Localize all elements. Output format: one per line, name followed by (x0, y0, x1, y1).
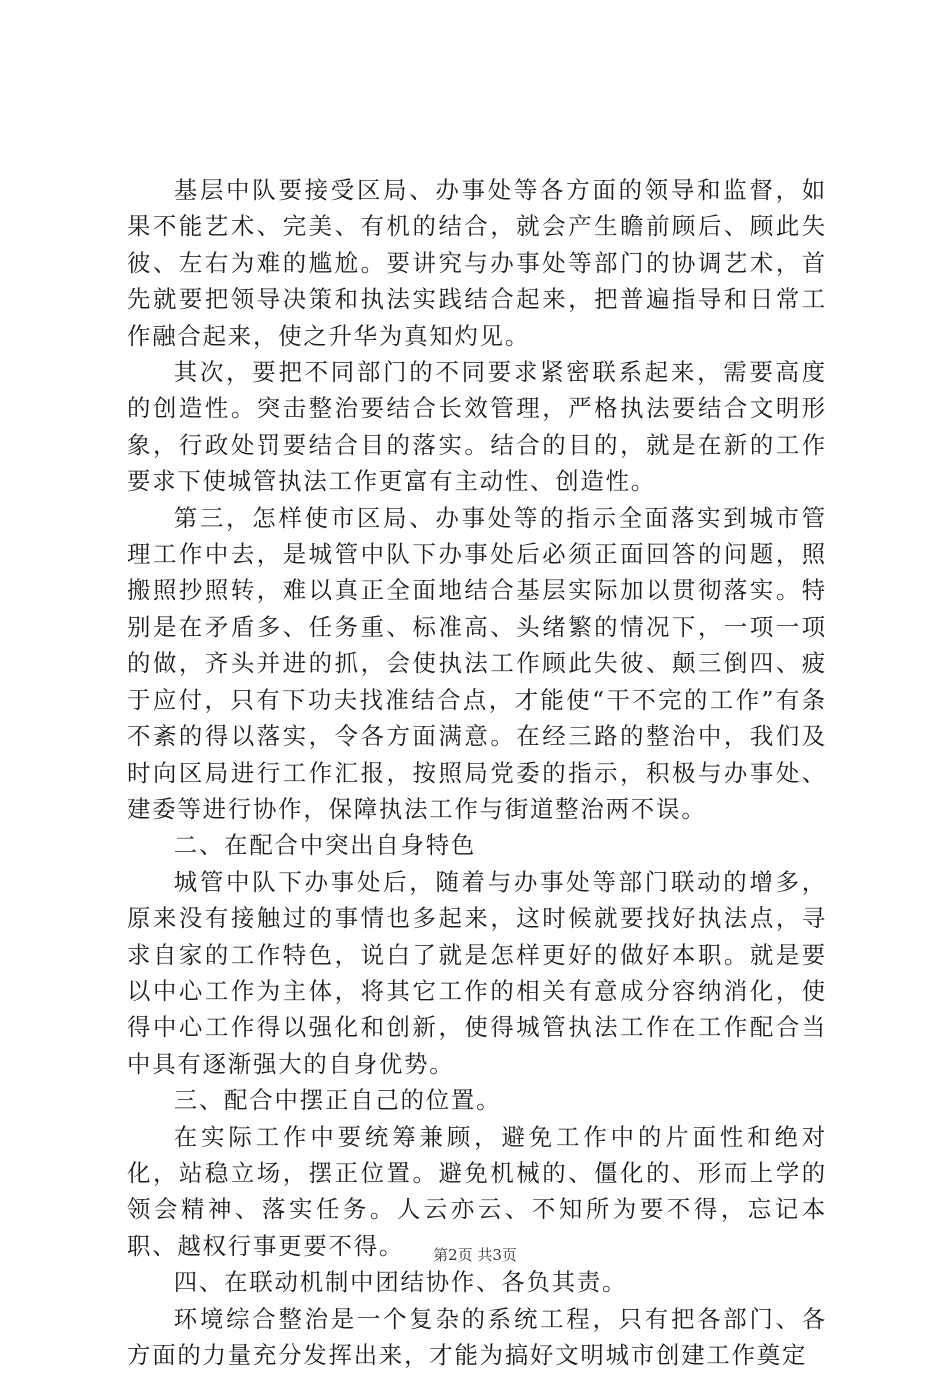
paragraph-1: 基层中队要接受区局、办事处等各方面的领导和监督，如果不能艺术、完美、有机的结合，就会产生瞻前顾后、顾此失彼、左右为难的尴尬。要讲究与办事处等部门的协调艺术，首先就要把领导决策和执法实践结合起来，把普遍指导和日常工作融合起来，使之升华为真知灼见。 (127, 176, 827, 350)
section-heading-3: 三、配合中摆正自己的位置。 (173, 1086, 502, 1115)
section-heading-2: 二、在配合中突出自身特色 (173, 831, 477, 860)
document-body (127, 172, 827, 1373)
page-number: 第2页 共3页 (433, 1246, 517, 1264)
paragraph-2: 其次，要把不同部门的不同要求紧密联系起来，需要高度的创造性。突击整治要结合长效管理，严格执法要结合文明形象，行政处罚要结合目的落实。结合的目的，就是在新的工作要求下使城管执法工作更富有主动性、创造性。 (127, 358, 827, 496)
paragraph-5: 在实际工作中要统筹兼顾，避免工作中的片面性和绝对化，站稳立场，摆正位置。避免机械的、僵化的、形而上学的领会精神、落实任务。人云亦云、不知所为要不得，忘记本职、越权行事更要不得。 (127, 1122, 827, 1260)
paragraph-6: 环境综合整治是一个复杂的系统工程，只有把各部门、各方面的力量充分发挥出来，才能为搞好文明城市创建工作奠定 (127, 1304, 827, 1369)
paragraph-3: 第三，怎样使市区局、办事处等的指示全面落实到城市管理工作中去，是城管中队下办事处后必须正面回答的问题，照搬照抄照转，难以真正全面地结合基层实际加以贯彻落实。特别是在矛盾多、任务重、标准高、头绪繁的情况下，一项一项的做，齐头并进的抓，会使执法工作顾此失彼、颠三倒四、疲于应付，只有下功夫找准结合点，才能使“干不完的工作”有条不紊的得以落实，令各方面满意。在经三路的整治中，我们及时向区局进行工作汇报，按照局党委的指示，积极与办事处、建委等进行协作，保障执法工作与街道整治两不误。 (127, 503, 827, 823)
section-heading-4: 四、在联动机制中团结协作、各负其责。 (173, 1268, 628, 1297)
page-footer (0, 1244, 950, 1265)
paragraph-4: 城管中队下办事处后，随着与办事处等部门联动的增多，原来没有接触过的事情也多起来，这时候就要找好执法点，寻求自家的工作特色，说白了就是怎样更好的做好本职。就是要以中心工作为主体，将其它工作的相关有意成分容纳消化，使得中心工作得以强化和创新，使得城管执法工作在工作配合当中具有逐渐强大的自身优势。 (127, 867, 827, 1078)
